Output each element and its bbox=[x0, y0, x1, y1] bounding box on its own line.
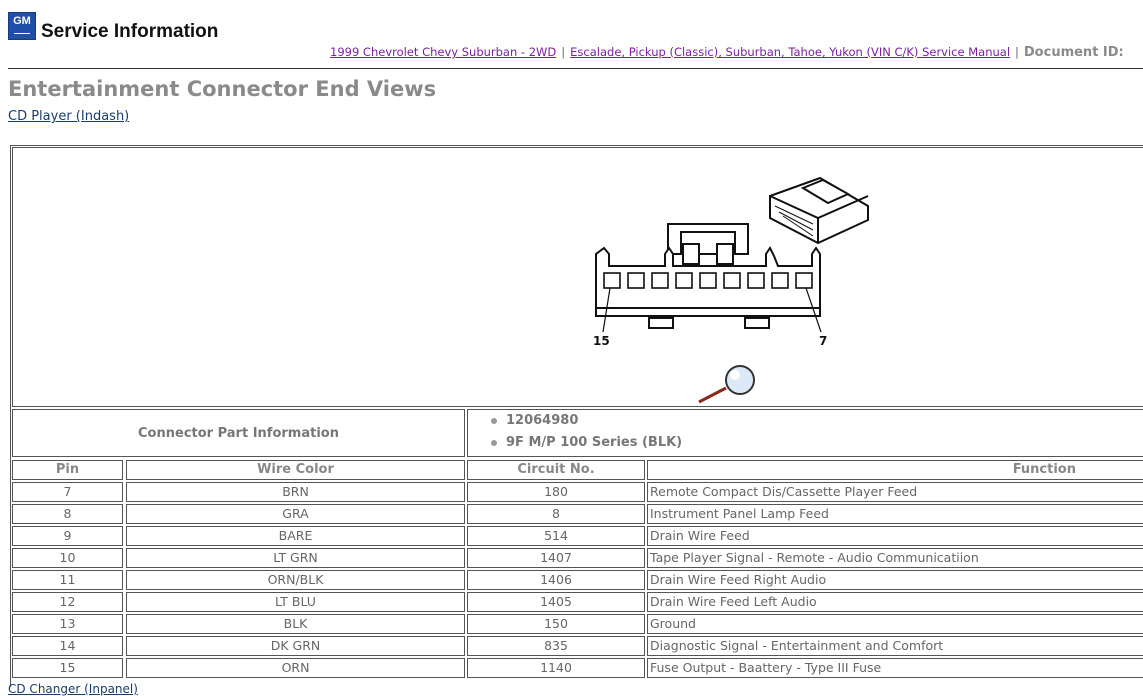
circuit-cell: 1405 bbox=[467, 592, 645, 612]
wire-color-cell: LT GRN bbox=[126, 548, 465, 568]
pin-cell: 10 bbox=[12, 548, 123, 568]
circuit-cell: 835 bbox=[467, 636, 645, 656]
connector-face bbox=[596, 224, 820, 328]
pin-cell: 12 bbox=[12, 592, 123, 612]
page-header bbox=[0, 0, 1143, 70]
function-cell: Ground bbox=[647, 614, 1143, 634]
breadcrumb: 1999 Chevrolet Chevy Suburban - 2WD | Escalade, Pickup (Classic), Suburban, Tahoe, Yukon (VIN C/K) Service Manual | Document ID: bbox=[330, 45, 1124, 60]
function-cell: Instrument Panel Lamp Feed bbox=[647, 504, 1143, 524]
column-header-circuit: Circuit No. bbox=[467, 460, 645, 480]
pin-cell: 14 bbox=[12, 636, 123, 656]
circuit-cell: 1140 bbox=[467, 658, 645, 678]
breadcrumb-manual-link[interactable]: Escalade, Pickup (Classic), Suburban, Tahoe, Yukon (VIN C/K) Service Manual bbox=[570, 45, 1011, 59]
wire-color-cell: GRA bbox=[126, 504, 465, 524]
page-title: Entertainment Connector End Views bbox=[8, 77, 437, 101]
wire-color-cell: DK GRN bbox=[126, 636, 465, 656]
column-header-pin: Pin bbox=[12, 460, 123, 480]
function-cell: Drain Wire Feed Left Audio bbox=[647, 592, 1143, 612]
document-id-label: Document ID: bbox=[1023, 45, 1124, 60]
function-cell: Drain Wire Feed Right Audio bbox=[647, 570, 1143, 590]
cd-changer-link[interactable]: CD Changer (Inpanel) bbox=[8, 682, 138, 696]
function-cell: Diagnostic Signal - Entertainment and Comfort bbox=[647, 636, 1143, 656]
function-cell: Fuse Output - Baattery - Type III Fuse bbox=[647, 658, 1143, 678]
gm-logo: GM bbox=[8, 12, 36, 40]
column-header-wire-color: Wire Color bbox=[126, 460, 465, 480]
circuit-cell: 8 bbox=[467, 504, 645, 524]
pin-cell: 9 bbox=[12, 526, 123, 546]
wire-color-cell: ORN bbox=[126, 658, 465, 678]
connector-part-info-label: Connector Part Information bbox=[12, 409, 465, 457]
function-cell: Remote Compact Dis/Cassette Player Feed bbox=[647, 482, 1143, 502]
connector-part-info-values bbox=[467, 409, 1143, 457]
circuit-cell: 1407 bbox=[467, 548, 645, 568]
wire-color-cell: LT BLU bbox=[126, 592, 465, 612]
service-information-title: Service Information bbox=[41, 21, 219, 42]
wire-color-cell: BRN bbox=[126, 482, 465, 502]
pin-label-right: 7 bbox=[819, 334, 828, 348]
circuit-cell: 1406 bbox=[467, 570, 645, 590]
magnifier-icon[interactable] bbox=[699, 366, 754, 402]
column-header-function: Function bbox=[647, 460, 1143, 480]
pin-cell: 7 bbox=[12, 482, 123, 502]
wire-color-cell: BLK bbox=[126, 614, 465, 634]
circuit-cell: 150 bbox=[467, 614, 645, 634]
pin-cell: 8 bbox=[12, 504, 123, 524]
connector-diagram bbox=[12, 147, 1143, 407]
wire-color-cell: BARE bbox=[126, 526, 465, 546]
pin-cell: 15 bbox=[12, 658, 123, 678]
connector-illustration bbox=[13, 148, 1143, 408]
wire-color-cell: ORN/BLK bbox=[126, 570, 465, 590]
function-cell: Drain Wire Feed bbox=[647, 526, 1143, 546]
cd-player-link[interactable]: CD Player (Indash) bbox=[8, 109, 130, 124]
circuit-cell: 180 bbox=[467, 482, 645, 502]
part-series: 9F M/P 100 Series (BLK) bbox=[468, 432, 1143, 454]
part-number: 12064980 bbox=[468, 410, 1143, 432]
breadcrumb-vehicle-link[interactable]: 1999 Chevrolet Chevy Suburban - 2WD bbox=[330, 45, 557, 59]
pin-label-left: 15 bbox=[593, 334, 610, 348]
circuit-cell: 514 bbox=[467, 526, 645, 546]
connector-isometric-icon bbox=[770, 178, 868, 243]
header-divider bbox=[8, 68, 1143, 69]
pin-cell: 11 bbox=[12, 570, 123, 590]
function-cell: Tape Player Signal - Remote - Audio Communicatiion bbox=[647, 548, 1143, 568]
pin-cell: 13 bbox=[12, 614, 123, 634]
